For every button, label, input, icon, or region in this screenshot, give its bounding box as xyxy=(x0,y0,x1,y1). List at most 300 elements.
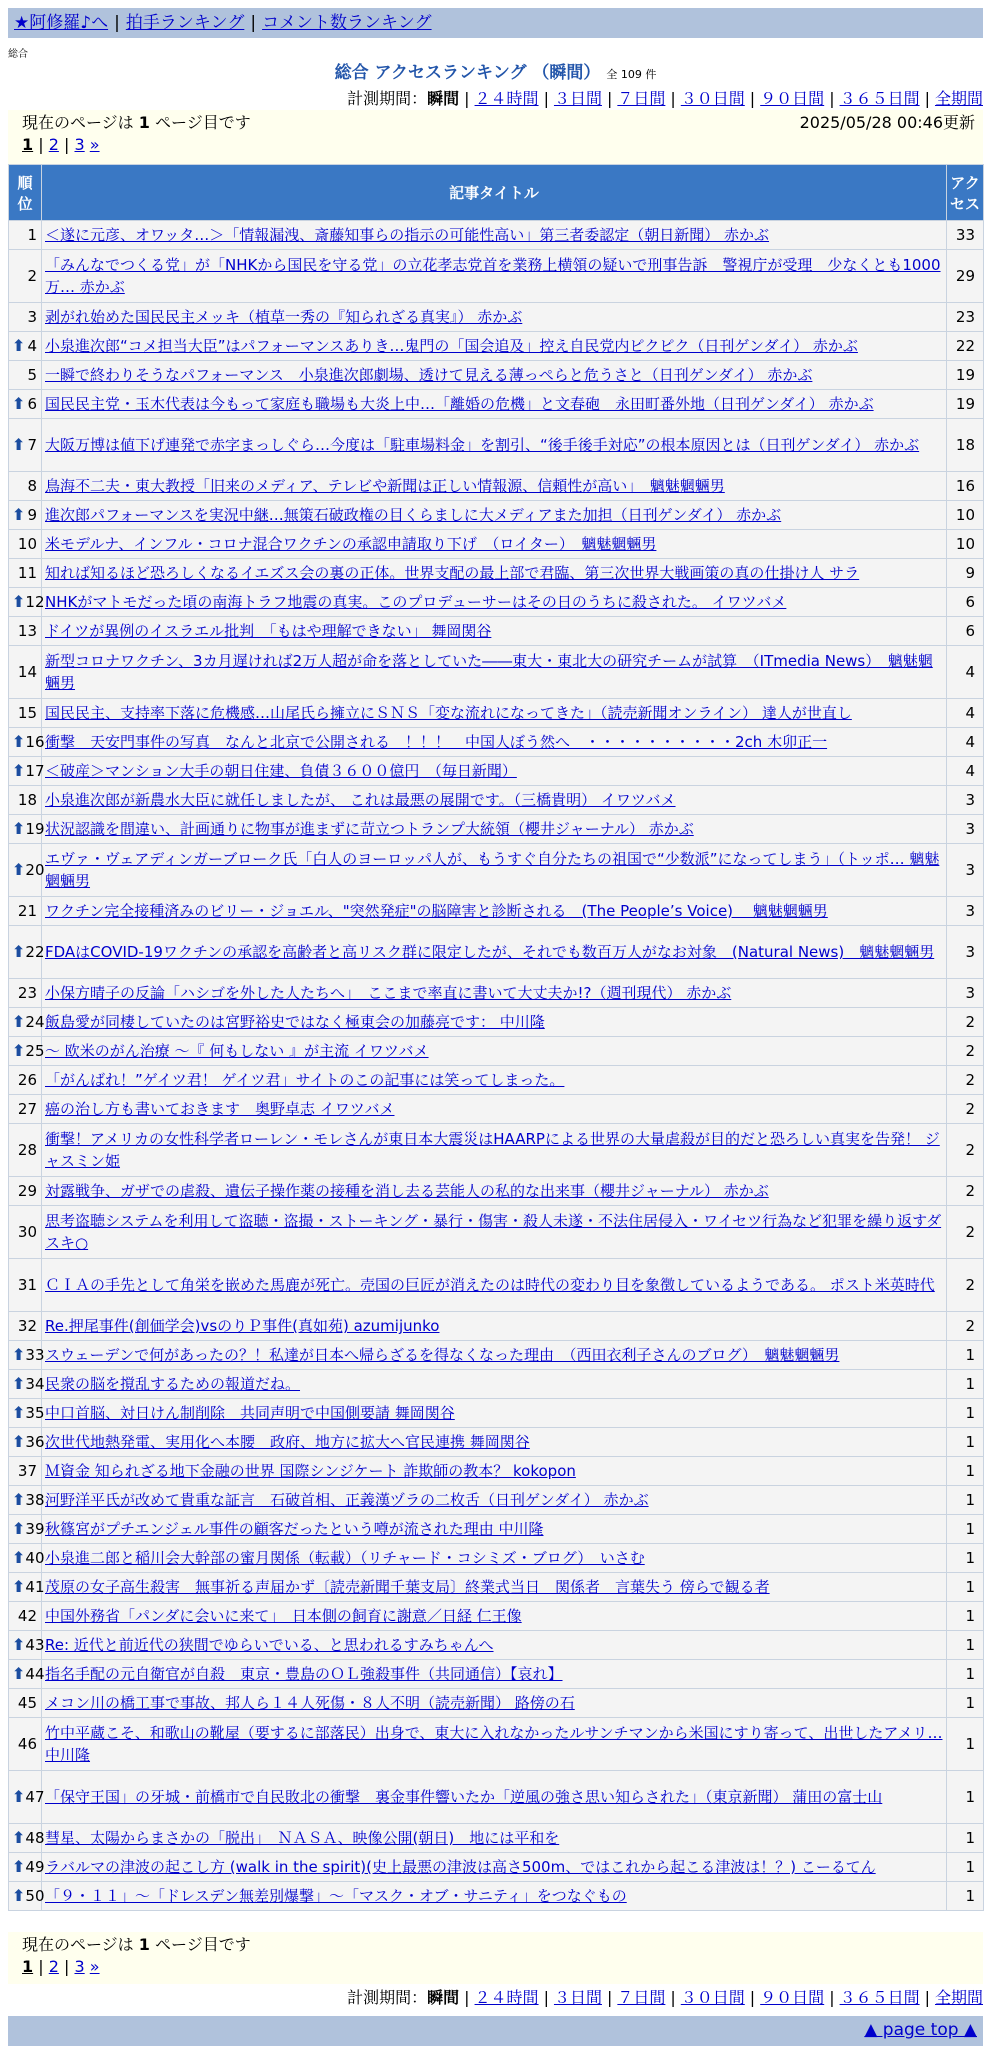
page-separator: | xyxy=(38,1957,44,1976)
period-option-link[interactable]: ３０日間 xyxy=(680,89,745,108)
rank-up-arrow-icon: ⬆ xyxy=(12,1403,26,1422)
access-count: 29 xyxy=(947,250,984,303)
rank-up-arrow-icon: ⬆ xyxy=(12,1345,26,1364)
rank-number: 31 xyxy=(17,1276,37,1294)
table-row xyxy=(9,1882,984,1911)
title-cell xyxy=(42,1882,947,1911)
rank-cell xyxy=(9,1824,45,1853)
period-option-link[interactable]: ３６５日間 xyxy=(839,89,920,108)
period-option-link[interactable]: ３０日間 xyxy=(680,1988,745,2007)
title-cell xyxy=(42,1206,947,1259)
period-option-link[interactable]: ９０日間 xyxy=(760,1988,825,2007)
rank-number: 44 xyxy=(25,1665,45,1683)
rank-number: 11 xyxy=(17,564,37,582)
rank-up-arrow-icon: ⬆ xyxy=(12,1787,26,1806)
rank-cell xyxy=(9,1486,45,1515)
table-row xyxy=(9,559,984,588)
article-title-link[interactable]: 対露戦争、ガザでの虐殺、遺伝子操作薬の接種を消し去る芸能人の私的な出来事（櫻井ジャーナル） 赤かぶ xyxy=(45,1182,769,1200)
article-title-link[interactable]: 茂原の女子高生殺害 無事祈る声届かず〔読売新聞千葉支局〕終業式当日 関係者 言葉失う 傍らで観る者 xyxy=(45,1578,770,1596)
title-cell xyxy=(42,728,947,757)
access-count: 19 xyxy=(947,390,984,419)
rank-number: 36 xyxy=(25,1433,45,1451)
rank-cell xyxy=(9,472,42,501)
article-title-link[interactable]: Re.押尾事件(創価学会)vsのりＰ事件(真如苑) azumijunko xyxy=(45,1317,440,1335)
table-row xyxy=(9,897,984,926)
article-title-link[interactable]: 米モデルナ、インフル・コロナ混合ワクチンの承認申請取り下げ （ロイター） 魑魅魍魎男 xyxy=(45,535,657,553)
rank-number: 37 xyxy=(17,1462,37,1480)
title-cell xyxy=(42,897,947,926)
rank-cell xyxy=(9,332,42,361)
title-cell xyxy=(42,332,947,361)
rank-number: 20 xyxy=(25,861,45,879)
title-cell xyxy=(42,559,947,588)
table-row xyxy=(9,1486,984,1515)
title-cell xyxy=(42,1718,947,1771)
rank-up-arrow-icon: ⬆ xyxy=(12,1432,26,1451)
article-title-link[interactable]: 秋篠宮がプチエンジェル事件の顧客だったという噂が流された理由 中川隆 xyxy=(45,1520,544,1538)
access-count: 22 xyxy=(947,332,984,361)
access-count: 3 xyxy=(947,926,984,979)
rank-number: 5 xyxy=(27,366,37,384)
title-cell xyxy=(42,646,947,699)
access-count: 2 xyxy=(947,1066,984,1095)
rank-number: 24 xyxy=(25,1013,45,1031)
access-count: 2 xyxy=(947,1124,984,1177)
rank-cell xyxy=(9,844,45,897)
rank-number: 38 xyxy=(25,1491,45,1509)
article-title-link[interactable]: エヴァ・ヴェアディンガーブローク氏「白人のヨーロッパ人が、もうすぐ自分たちの祖国で“少数派”になってしまう」（トッポ… 魑魅魍魎男 xyxy=(45,850,940,890)
access-count: 1 xyxy=(947,1718,984,1771)
comment-ranking-link[interactable]: コメント数ランキング xyxy=(262,13,432,33)
page-next-link[interactable]: » xyxy=(89,135,100,154)
title-cell xyxy=(42,979,947,1008)
table-row xyxy=(9,979,984,1008)
rank-cell xyxy=(9,1341,45,1370)
period-option-link[interactable]: 全期間 xyxy=(934,89,983,108)
period-label: 計測期間： xyxy=(347,1988,428,2007)
table-row xyxy=(9,1602,984,1631)
rank-cell xyxy=(9,617,42,646)
article-title-link[interactable]: 国民民主、支持率下落に危機感…山尾氏ら擁立にＳＮＳ「変な流れになってきた」（読売新聞オンライン） 達人が世直し xyxy=(45,704,852,722)
title-cell xyxy=(42,1824,947,1853)
rank-up-arrow-icon: ⬆ xyxy=(12,732,26,751)
title-cell xyxy=(42,617,947,646)
table-row xyxy=(9,1660,984,1689)
title-cell xyxy=(42,786,947,815)
rank-number: 46 xyxy=(17,1735,37,1753)
table-row xyxy=(9,786,984,815)
article-title-link[interactable]: 中国外務省「パンダに会いに来て」 日本側の飼育に謝意／日経 仁王像 xyxy=(45,1607,522,1625)
rank-number: 6 xyxy=(27,395,37,413)
page-link[interactable]: 3 xyxy=(74,1957,85,1976)
rank-up-arrow-icon: ⬆ xyxy=(12,1635,26,1654)
article-title-link[interactable]: ＣＩＡの手先として角栄を嵌めた馬鹿が死亡。売国の巨匠が消えたのは時代の変わり目を象徴しているようである。 ポスト米英時代 xyxy=(45,1276,935,1294)
page-link[interactable]: 3 xyxy=(74,135,85,154)
period-separator: | xyxy=(924,89,930,108)
rank-number: 41 xyxy=(25,1578,45,1596)
period-separator: | xyxy=(829,1988,835,2007)
access-count: 1 xyxy=(947,1341,984,1370)
access-count: 3 xyxy=(947,897,984,926)
rank-up-arrow-icon: ⬆ xyxy=(12,592,26,611)
page-link[interactable]: 2 xyxy=(48,1957,59,1976)
period-separator: | xyxy=(464,89,470,108)
article-title-link[interactable]: 癌の治し方も書いておきます 奥野卓志 イワツバメ xyxy=(45,1100,395,1118)
rank-number: 3 xyxy=(27,308,37,326)
table-row xyxy=(9,530,984,559)
table-row xyxy=(9,1206,984,1259)
rank-cell xyxy=(9,1457,42,1486)
page-status-suffix: ページ目です xyxy=(149,1935,251,1954)
table-row xyxy=(9,1341,984,1370)
access-count: 3 xyxy=(947,979,984,1008)
article-title-link[interactable]: ＜破産＞マンション大手の朝日住建、負債３６００億円 （毎日新聞） xyxy=(45,762,517,780)
rank-number: 27 xyxy=(17,1100,37,1118)
table-row xyxy=(9,221,984,250)
article-title-link[interactable]: 飯島愛が同棲していたのは宮野裕史ではなく極東会の加藤亮です： 中川隆 xyxy=(45,1013,545,1031)
title-cell xyxy=(42,1515,947,1544)
rank-number: 50 xyxy=(25,1887,45,1905)
rank-number: 18 xyxy=(17,791,37,809)
rank-cell xyxy=(9,1771,45,1824)
table-row xyxy=(9,728,984,757)
article-title-link[interactable]: 「みんなでつくる党」が「NHKから国民を守る党」の立花孝志党首を業務上横領の疑いで刑事告訴 警視庁が受理 少なくとも1000万… 赤かぶ xyxy=(45,256,941,296)
article-title-link[interactable]: 国民民主党・玉木代表は今もって家庭も職場も大炎上中…「離婚の危機」と文春砲 永田町番外地（日刊ゲンダイ） 赤かぶ xyxy=(45,395,874,413)
title-cell xyxy=(42,501,947,530)
access-count: 1 xyxy=(947,1660,984,1689)
rank-cell xyxy=(9,1370,45,1399)
table-row xyxy=(9,844,984,897)
rank-cell xyxy=(9,1602,42,1631)
article-title-link[interactable]: 小泉進次郎が新農水大臣に就任しましたが、 これは最悪の展開です。（三橋貴明） イワツバメ xyxy=(45,791,676,809)
table-row xyxy=(9,1544,984,1573)
rank-cell xyxy=(9,897,42,926)
article-title-link[interactable]: 進次郎パフォーマンスを実況中継…無策石破政権の目くらましに大メディアまた加担（日刊ゲンダイ） 赤かぶ xyxy=(45,506,782,524)
rank-cell xyxy=(9,1573,45,1602)
rank-cell xyxy=(9,1718,42,1771)
applause-ranking-link[interactable]: 拍手ランキング xyxy=(125,13,245,33)
home-link[interactable]: ★阿修羅♪へ xyxy=(14,13,109,33)
page-current: 1 xyxy=(22,1957,34,1976)
title-cell xyxy=(42,1095,947,1124)
rank-cell xyxy=(9,559,42,588)
page-separator: | xyxy=(64,135,70,154)
rank-number: 17 xyxy=(25,762,45,780)
table-header xyxy=(9,165,984,221)
title-cell xyxy=(42,1399,947,1428)
page-status-number: 1 xyxy=(138,1935,150,1954)
table-row xyxy=(9,1399,984,1428)
article-title-link[interactable]: 一瞬で終わりそうなパフォーマンス 小泉進次郎劇場、透けて見える薄っぺらと危うさと（日刊ゲンダイ） 赤かぶ xyxy=(45,366,813,384)
table-row xyxy=(9,1066,984,1095)
table-row xyxy=(9,472,984,501)
table-row xyxy=(9,361,984,390)
article-title-link[interactable]: 「９・１１」～「ドレスデン無差別爆撃」～「マスク・オブ・サニティ」をつなぐもの xyxy=(45,1887,627,1905)
article-title-link[interactable]: 小泉進次郎“コメ担当大臣”はパフォーマンスありき…鬼門の「国会追及」控え自民党内ピクピク（日刊ゲンダイ） 赤かぶ xyxy=(45,337,858,355)
rank-up-arrow-icon: ⬆ xyxy=(12,1857,26,1876)
rank-number: 28 xyxy=(17,1141,37,1159)
access-count: 33 xyxy=(947,221,984,250)
rank-cell xyxy=(9,1689,42,1718)
rank-number: 26 xyxy=(17,1071,37,1089)
access-count: 2 xyxy=(947,1008,984,1037)
rank-up-arrow-icon: ⬆ xyxy=(12,942,26,961)
title-cell xyxy=(42,1486,947,1515)
rank-number: 4 xyxy=(27,337,37,355)
table-row xyxy=(9,501,984,530)
rank-number: 29 xyxy=(17,1182,37,1200)
rank-up-arrow-icon: ⬆ xyxy=(12,761,26,780)
period-current: 瞬間 xyxy=(427,89,460,108)
rank-number: 7 xyxy=(27,436,37,454)
article-title-link[interactable]: Re: 近代と前近代の狭間でゆらいでいる、と思われるすみちゃんへ xyxy=(45,1636,494,1654)
page-current: 1 xyxy=(22,135,34,154)
rank-number: 22 xyxy=(25,943,45,961)
period-option-link[interactable]: ２４時間 xyxy=(474,89,539,108)
table-row xyxy=(9,1573,984,1602)
access-count: 16 xyxy=(947,472,984,501)
article-title-link[interactable]: メコン川の橋工事で事故、邦人ら１４人死傷・８人不明（読売新聞） 路傍の石 xyxy=(45,1694,575,1712)
article-title-link[interactable]: 衝撃！アメリカの女性科学者ローレン・モレさんが東日本大震災はHAARPによる世界の大量虐殺が目的だと恐ろしい真実を告発！ ジャスミン姫 xyxy=(45,1130,940,1170)
table-row xyxy=(9,815,984,844)
title-cell xyxy=(42,815,947,844)
rank-number: 14 xyxy=(17,663,37,681)
rank-cell xyxy=(9,1660,45,1689)
table-row xyxy=(9,1631,984,1660)
article-title-link[interactable]: 小泉進二郎と稲川会大幹部の蜜月関係（転載）（リチャード・コシミズ・ブログ） いさむ xyxy=(45,1549,645,1567)
rank-up-arrow-icon: ⬆ xyxy=(12,1012,26,1031)
rank-cell xyxy=(9,926,45,979)
period-separator: | xyxy=(924,1988,930,2007)
rank-number: 10 xyxy=(17,535,37,553)
rank-number: 1 xyxy=(27,226,37,244)
title-cell xyxy=(42,1124,947,1177)
title-cell xyxy=(42,390,947,419)
access-count: 2 xyxy=(947,1312,984,1341)
col-rank-header: 順位 xyxy=(9,165,42,221)
rank-cell xyxy=(9,1066,42,1095)
access-count: 2 xyxy=(947,1037,984,1066)
access-count: 1 xyxy=(947,1853,984,1882)
rank-number: 19 xyxy=(25,820,45,838)
page-status-number: 1 xyxy=(138,113,150,132)
rank-cell xyxy=(9,501,42,530)
period-option-link[interactable]: ７日間 xyxy=(617,1988,666,2007)
access-count: 6 xyxy=(947,617,984,646)
page-title: 総合 アクセスランキング （瞬間） xyxy=(334,63,601,83)
access-count: 1 xyxy=(947,1573,984,1602)
article-title-link[interactable]: ～ 欧米のがん治療 ～『 何もしない 』が主流 イワツバメ xyxy=(45,1042,429,1060)
period-separator: | xyxy=(543,1988,549,2007)
article-title-link[interactable]: 「がんばれ！”ゲイツ君！ ゲイツ君」サイトのこの記事には笑ってしまった。 xyxy=(45,1071,565,1089)
rank-number: 8 xyxy=(27,477,37,495)
article-title-link[interactable]: 衝撃 天安門事件の写真 なんと北京で公開される ！！！ 中国人ぼう然へ ・・・・・・・・・・2ch 木卯正一 xyxy=(45,733,828,751)
access-count: 1 xyxy=(947,1602,984,1631)
article-title-link[interactable]: 河野洋平氏が改めて貴重な証言 石破首相、正義漢ヅラの二枚舌（日刊ゲンダイ） 赤かぶ xyxy=(45,1491,649,1509)
article-title-link[interactable]: スウェーデンで何があったの？！私達が日本へ帰らざるを得なくなった理由 （西田衣利子さんのブログ） 魑魅魍魎男 xyxy=(45,1346,840,1364)
access-count: 2 xyxy=(947,1259,984,1312)
access-count: 4 xyxy=(947,728,984,757)
title-cell xyxy=(42,1689,947,1718)
rank-cell xyxy=(9,1631,45,1660)
article-title-link[interactable]: 小保方晴子の反論「ハシゴを外した人たちへ」 ここまで率直に書いて大丈夫か!?（週刊現代） 赤かぶ xyxy=(45,984,732,1002)
title-cell xyxy=(42,1631,947,1660)
period-separator: | xyxy=(829,89,835,108)
period-separator: | xyxy=(606,1988,613,2007)
rank-number: 35 xyxy=(25,1404,45,1422)
title-cell xyxy=(42,699,947,728)
access-count: 4 xyxy=(947,757,984,786)
page-top-link[interactable]: ▲ page top ▲ xyxy=(864,2020,977,2040)
table-row xyxy=(9,1095,984,1124)
article-title-link[interactable]: 思考盗聴システムを利用して盗聴・盗撮・ストーキング・暴行・傷害・殺人未遂・不法住居侵入・ワイセツ行為など犯罪を繰り返すダスキ○ xyxy=(45,1212,942,1252)
article-title-link[interactable]: 「保守王国」の牙城・前橋市で自民敗北の衝撃 裏金事件響いたか「逆風の強さ思い知らされた」（東京新聞） 蒲田の富士山 xyxy=(45,1788,883,1806)
rank-number: 39 xyxy=(25,1520,45,1538)
article-title-link[interactable]: ドイツが異例のイスラエル批判 「もはや理解できない」 舞岡関谷 xyxy=(45,622,492,640)
access-count: 3 xyxy=(947,844,984,897)
table-row xyxy=(9,419,984,472)
rank-up-arrow-icon: ⬆ xyxy=(12,819,26,838)
period-option-link[interactable]: ７日間 xyxy=(617,89,666,108)
access-count: 10 xyxy=(947,530,984,559)
rank-cell xyxy=(9,728,45,757)
article-title-link[interactable]: 新型コロナワクチン、3カ月遅ければ2万人超が命を落としていた――東大・東北大の研究チームが試算 （ITmedia News） 魑魅魍魎男 xyxy=(45,652,933,692)
rank-number: 23 xyxy=(17,984,37,1002)
table-row xyxy=(9,1259,984,1312)
title-cell xyxy=(42,1370,947,1399)
pagination xyxy=(22,1956,969,1978)
page-status xyxy=(22,1934,969,1956)
page-status-prefix: 現在のページは xyxy=(22,1935,139,1954)
rank-number: 33 xyxy=(25,1346,45,1364)
rank-cell xyxy=(9,786,42,815)
rank-up-arrow-icon: ⬆ xyxy=(12,1374,26,1393)
rank-up-arrow-icon: ⬆ xyxy=(12,336,26,355)
rank-cell xyxy=(9,221,42,250)
page-status-suffix: ページ目です xyxy=(149,113,251,132)
title-cell xyxy=(42,1037,947,1066)
article-title-link[interactable]: ワクチン完全接種済みのビリー・ジョエル、"突然発症"の脳障害と診断される (The People’s Voice) 魑魅魍魎男 xyxy=(45,902,828,920)
period-separator: | xyxy=(670,89,676,108)
rank-cell xyxy=(9,1853,45,1882)
page-next-link[interactable]: » xyxy=(89,1957,100,1976)
page-separator: | xyxy=(38,135,44,154)
title-cell xyxy=(42,1573,947,1602)
title-cell xyxy=(42,361,947,390)
period-separator: | xyxy=(749,1988,756,2007)
rank-cell xyxy=(9,390,42,419)
article-title-link[interactable]: 知れば知るほど恐ろしくなるイエズス会の裏の正体。世界支配の最上部で君臨、第三次世界大戦画策の真の仕掛け人 サラ xyxy=(45,564,860,582)
period-option-link[interactable]: 全期間 xyxy=(934,1988,983,2007)
rank-cell xyxy=(9,1399,45,1428)
access-count: 10 xyxy=(947,501,984,530)
article-title-link[interactable]: 彗星、太陽からまさかの「脱出」 ＮＡＳＡ、映像公開(朝日) 地には平和を xyxy=(45,1829,560,1847)
page-separator: | xyxy=(64,1957,70,1976)
period-option-link[interactable]: ９０日間 xyxy=(760,89,825,108)
rank-number: 34 xyxy=(25,1375,45,1393)
article-title-link[interactable]: ＜遂に元彦、オワッタ…＞「情報漏洩、斎藤知事らの指示の可能性高い」第三者委認定（朝日新聞） 赤かぶ xyxy=(45,226,770,244)
title-cell xyxy=(42,926,947,979)
page-link[interactable]: 2 xyxy=(48,135,59,154)
article-title-link[interactable]: NHKがマトモだった頃の南海トラフ地震の真実。このプロデューサーはその日のうちに殺された。 イワツバメ xyxy=(45,593,787,611)
rank-up-arrow-icon: ⬆ xyxy=(12,1041,26,1060)
access-count: 2 xyxy=(947,1177,984,1206)
period-selector-bottom xyxy=(347,1985,983,2008)
rank-number: 42 xyxy=(17,1607,37,1625)
section-tag: 総合 xyxy=(8,49,28,60)
rank-cell xyxy=(9,646,42,699)
article-title-link[interactable]: 中口首脳、対日けん制削除 共同声明で中国側要請 舞岡関谷 xyxy=(45,1404,455,1422)
title-cell xyxy=(42,1660,947,1689)
article-title-link[interactable]: 竹中平蔵こそ、和歌山の靴屋（要するに部落民）出身で、東大に入れなかったルサンチマンから米国にすり寄って、出世したアメリ… 中川隆 xyxy=(45,1724,943,1764)
article-title-link[interactable]: 指名手配の元自衛官が自殺 東京・豊島のＯＬ強殺事件（共同通信）【哀れ】 xyxy=(45,1665,563,1683)
table-row xyxy=(9,926,984,979)
col-title-header: 記事タイトル xyxy=(42,165,947,221)
table-row xyxy=(9,1177,984,1206)
article-title-link[interactable]: 状況認識を間違い、計画通りに物事が進まずに苛立つトランプ大統領（櫻井ジャーナル） 赤かぶ xyxy=(45,820,694,838)
article-title-link[interactable]: 次世代地熱発電、実用化へ本腰 政府、地方に拡大へ官民連携 舞岡関谷 xyxy=(45,1433,530,1451)
rank-cell xyxy=(9,1259,42,1312)
rank-number: 47 xyxy=(25,1788,45,1806)
title-cell xyxy=(42,530,947,559)
access-count: 1 xyxy=(947,1882,984,1911)
pager-bottom xyxy=(8,1932,983,1984)
article-title-link[interactable]: FDAはCOVID-19ワクチンの承認を高齢者と高リスク群に限定したが、それでも数百万人がなお対象 (Natural News) 魑魅魍魎男 xyxy=(45,943,935,961)
article-title-link[interactable]: 大阪万博は値下げ連発で赤字まっしぐら…今度は「駐車場料金」を割引、“後手後手対応”の根本原因とは（日刊ゲンダイ） 赤かぶ xyxy=(45,436,920,454)
rank-number: 25 xyxy=(25,1042,45,1060)
period-option-link[interactable]: ３日間 xyxy=(553,1988,602,2007)
article-title-link[interactable]: 民衆の脳を撹乱するための報道だね。 xyxy=(45,1375,301,1393)
rank-cell xyxy=(9,1095,42,1124)
article-title-link[interactable]: 鳥海不二夫・東大教授「旧来のメディア、テレビや新聞は正しい情報源、信頼性が高い」 魑魅魍魎男 xyxy=(45,477,725,495)
period-separator: | xyxy=(606,89,613,108)
title-cell xyxy=(42,588,947,617)
period-separator: | xyxy=(543,89,549,108)
rank-cell xyxy=(9,1515,45,1544)
title-cell xyxy=(42,1771,947,1824)
rank-cell xyxy=(9,1206,42,1259)
rank-up-arrow-icon: ⬆ xyxy=(12,394,26,413)
rank-cell xyxy=(9,757,45,786)
access-count: 4 xyxy=(947,699,984,728)
rank-cell xyxy=(9,530,42,559)
title-cell xyxy=(42,1259,947,1312)
pager-top xyxy=(8,110,983,164)
table-row xyxy=(9,1824,984,1853)
period-option-link[interactable]: ２４時間 xyxy=(474,1988,539,2007)
access-count: 23 xyxy=(947,303,984,332)
rank-cell xyxy=(9,1544,45,1573)
period-option-link[interactable]: ３６５日間 xyxy=(839,1988,920,2007)
rank-up-arrow-icon: ⬆ xyxy=(12,860,26,879)
table-row xyxy=(9,390,984,419)
table-row xyxy=(9,1370,984,1399)
article-title-link[interactable]: 剥がれ始めた国民民主メッキ（植草一秀の『知られざる真実』） 赤かぶ xyxy=(45,308,523,326)
title-cell xyxy=(42,1341,947,1370)
period-option-link[interactable]: ３日間 xyxy=(553,89,602,108)
title-cell xyxy=(42,1544,947,1573)
rank-number: 43 xyxy=(25,1636,45,1654)
pagination xyxy=(22,134,969,156)
table-row xyxy=(9,1428,984,1457)
article-title-link[interactable]: ラバルマの津波の起こし方 (walk in the spirit)(史上最悪の津波は高さ500m、ではこれから起こる津波は！？) こーるてん xyxy=(45,1858,876,1876)
article-title-link[interactable]: Ｍ資金 知られざる地下金融の世界 国際シンジケート 詐欺師の教本？ kokopon xyxy=(45,1462,576,1480)
period-separator: | xyxy=(670,1988,676,2007)
access-count: 9 xyxy=(947,559,984,588)
rank-cell xyxy=(9,979,42,1008)
rank-number: 45 xyxy=(17,1694,37,1712)
access-count: 1 xyxy=(947,1515,984,1544)
